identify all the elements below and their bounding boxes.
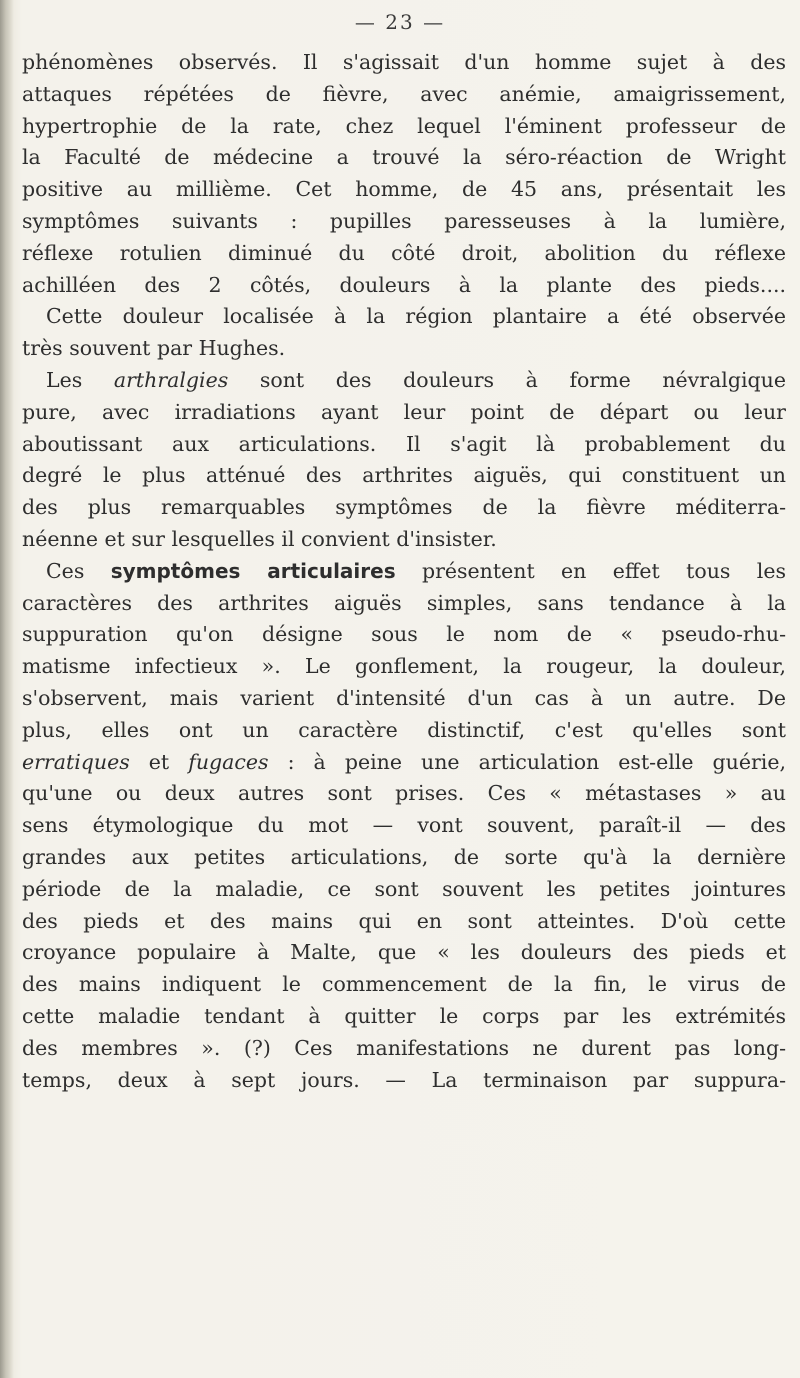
text-run: caractères des arthrites aiguës simples, sans tendance à la <box>22 590 786 615</box>
text-run: croyance populaire à Malte, que « les douleurs des pieds et <box>22 940 786 965</box>
text-run: achilléen des 2 côtés, douleurs à la plante des pieds.... <box>22 272 786 297</box>
text-run: réflexe rotulien diminué du côté droit, abolition du réflexe <box>22 240 786 265</box>
italic-term: arthralgies <box>113 367 229 392</box>
text-line <box>22 333 786 365</box>
text-run: suppuration qu'on désigne sous le nom de « pseudo-rhu- <box>22 622 786 647</box>
text-run: sens étymologique du mot — vont souvent, paraît-il — des <box>22 813 786 838</box>
italic-term: fugaces <box>188 749 269 774</box>
text-run: : à peine une articulation est-elle guérie, <box>268 749 786 774</box>
text-run: cette maladie tendant à quitter le corps par les extrémités <box>22 1003 786 1028</box>
text-line <box>22 778 786 810</box>
text-run: la Faculté de médecine a trouvé la séro-réaction de Wright <box>22 145 786 170</box>
text-line <box>22 174 786 206</box>
text-run: des mains indiquent le commencement de la fin, le virus de <box>22 972 786 997</box>
text-run: sont des douleurs à forme névralgique <box>228 367 786 392</box>
text-run: des membres ». (?) Ces manifestations ne durent pas long- <box>22 1035 786 1060</box>
body-text <box>22 47 786 1096</box>
text-run: des plus remarquables symptômes de la fièvre méditerra- <box>22 495 786 520</box>
binding-shadow <box>0 0 14 1378</box>
text-line <box>22 651 786 683</box>
text-run: matisme infectieux ». Le gonflement, la rougeur, la douleur, <box>22 654 786 679</box>
text-line <box>22 270 786 302</box>
text-run: néenne et sur lesquelles il convient d'insister. <box>22 526 497 551</box>
text-run: grandes aux petites articulations, de sorte qu'à la dernière <box>22 844 786 869</box>
text-line <box>22 1001 786 1033</box>
text-run: plus, elles ont un caractère distinctif, c'est qu'elles sont <box>22 717 786 742</box>
text-line <box>22 937 786 969</box>
text-line <box>22 111 786 143</box>
text-run: qu'une ou deux autres sont prises. Ces « métastases » au <box>22 781 786 806</box>
text-line <box>22 206 786 238</box>
text-line <box>22 79 786 111</box>
text-line <box>22 492 786 524</box>
text-line <box>22 365 786 397</box>
text-line <box>22 1065 786 1097</box>
text-line <box>22 683 786 715</box>
text-run: et <box>129 749 189 774</box>
bold-term: symptômes articulaires <box>110 558 396 583</box>
text-run: Cette douleur localisée à la région plantaire a été observée <box>46 304 786 329</box>
text-run: phénomènes observés. Il s'agissait d'un homme sujet à des <box>22 50 786 74</box>
text-line <box>22 906 786 938</box>
text-run: période de la maladie, ce sont souvent les petites jointures <box>22 876 786 901</box>
text-run: s'observent, mais varient d'intensité d'un cas à un autre. De <box>22 685 786 710</box>
text-line <box>22 969 786 1001</box>
text-run: temps, deux à sept jours. — La terminaison par suppura- <box>22 1067 786 1092</box>
italic-term: erratiques <box>22 749 130 774</box>
text-run: aboutissant aux articulations. Il s'agit là probablement du <box>22 431 786 456</box>
text-run: des pieds et des mains qui en sont atteintes. D'où cette <box>22 908 786 933</box>
text-line <box>22 47 786 79</box>
text-run: attaques répétées de fièvre, avec anémie, amaigrissement, <box>22 81 786 106</box>
text-line <box>22 619 786 651</box>
text-line <box>22 238 786 270</box>
text-run: positive au millième. Cet homme, de 45 ans, présentait les <box>22 177 786 202</box>
text-run: présentent en effet tous les <box>395 558 786 583</box>
text-line <box>22 588 786 620</box>
text-line <box>22 429 786 461</box>
text-run: Les <box>46 367 114 392</box>
text-line <box>22 715 786 747</box>
text-line <box>22 810 786 842</box>
text-line <box>22 460 786 492</box>
text-line <box>22 301 786 333</box>
text-run: pure, avec irradiations ayant leur point de départ ou leur <box>22 399 786 424</box>
text-line <box>22 842 786 874</box>
text-line <box>22 142 786 174</box>
text-line <box>22 524 786 556</box>
text-line <box>22 747 786 779</box>
text-run: Ces <box>46 558 111 583</box>
text-line <box>22 1033 786 1065</box>
text-line <box>22 874 786 906</box>
text-line <box>22 556 786 588</box>
page-number: — 23 — <box>354 10 446 34</box>
text-line <box>22 397 786 429</box>
text-run: degré le plus atténué des arthrites aiguës, qui constituent un <box>22 463 786 488</box>
text-run: très souvent par Hughes. <box>22 336 286 361</box>
text-run: symptômes suivants : pupilles paresseuses à la lumière, <box>22 208 786 233</box>
text-run: hypertrophie de la rate, chez lequel l'éminent professeur de <box>22 113 786 138</box>
